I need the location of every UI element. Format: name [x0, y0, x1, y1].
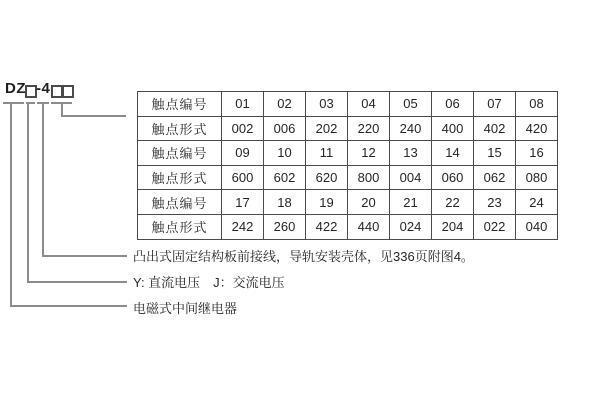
cell: 13: [390, 141, 432, 166]
cell: 18: [264, 190, 306, 215]
cell: 24: [516, 190, 558, 215]
connector-voltage-horizontal: [27, 281, 127, 283]
cell: 440: [348, 214, 390, 239]
cell: 420: [516, 116, 558, 141]
cell: 09: [222, 141, 264, 166]
table-row: [138, 214, 558, 239]
cell: 602: [264, 165, 306, 190]
connector-prefix-horizontal: [10, 305, 127, 307]
row-label: 触点形式: [138, 165, 222, 190]
cell: 06: [432, 92, 474, 117]
cell: 220: [348, 116, 390, 141]
cell: 16: [516, 141, 558, 166]
cell: 024: [390, 214, 432, 239]
cell: 004: [390, 165, 432, 190]
cell: 202: [306, 116, 348, 141]
cell: 15: [474, 141, 516, 166]
cell: 14: [432, 141, 474, 166]
tbar-prefix: [3, 102, 24, 104]
cell: 02: [264, 92, 306, 117]
cell: 08: [516, 92, 558, 117]
cell: 422: [306, 214, 348, 239]
cell: 01: [222, 92, 264, 117]
cell: 17: [222, 190, 264, 215]
cell: 242: [222, 214, 264, 239]
cell: 11: [306, 141, 348, 166]
cell: 400: [432, 116, 474, 141]
table-row: [138, 141, 558, 166]
cell: 05: [390, 92, 432, 117]
row-label: 触点形式: [138, 116, 222, 141]
connector-housing-vertical: [42, 102, 44, 257]
cell: 07: [474, 92, 516, 117]
cell: 402: [474, 116, 516, 141]
cell: 080: [516, 165, 558, 190]
annotation-housing: 凸出式固定结构板前接线，导轨安装壳体，见336页附图4。: [133, 249, 474, 264]
annotation-voltage: Y: 直流电压 J：交流电压: [133, 275, 285, 290]
cell: 21: [390, 190, 432, 215]
cell: 006: [264, 116, 306, 141]
cell: 620: [306, 165, 348, 190]
connector-table-horizontal: [61, 115, 126, 117]
cell: 20: [348, 190, 390, 215]
connector-voltage-vertical: [27, 102, 29, 283]
cell: 240: [390, 116, 432, 141]
table-row: [138, 165, 558, 190]
table-row: [138, 116, 558, 141]
cell: 03: [306, 92, 348, 117]
model-series: -4: [36, 80, 51, 97]
cell: 062: [474, 165, 516, 190]
cell: 060: [432, 165, 474, 190]
connector-prefix-vertical: [10, 102, 12, 307]
cell: 022: [474, 214, 516, 239]
row-label: 触点形式: [138, 214, 222, 239]
cell: 10: [264, 141, 306, 166]
cell: 23: [474, 190, 516, 215]
cell: 040: [516, 214, 558, 239]
cell: 22: [432, 190, 474, 215]
table-row: [138, 190, 558, 215]
cell: 204: [432, 214, 474, 239]
table-row: [138, 92, 558, 117]
cell: 260: [264, 214, 306, 239]
annotation-device-type: 电磁式中间继电器: [133, 301, 238, 316]
row-label: 触点编号: [138, 92, 222, 117]
row-label: 触点编号: [138, 190, 222, 215]
model-prefix: DZ: [5, 80, 26, 97]
connector-housing-horizontal: [42, 255, 127, 257]
cell: 800: [348, 165, 390, 190]
cell: 04: [348, 92, 390, 117]
model-contact-placeholder-box-2: [62, 85, 74, 98]
cell: 12: [348, 141, 390, 166]
cell: 600: [222, 165, 264, 190]
contact-table: [137, 91, 558, 240]
row-label: 触点编号: [138, 141, 222, 166]
cell: 002: [222, 116, 264, 141]
cell: 19: [306, 190, 348, 215]
